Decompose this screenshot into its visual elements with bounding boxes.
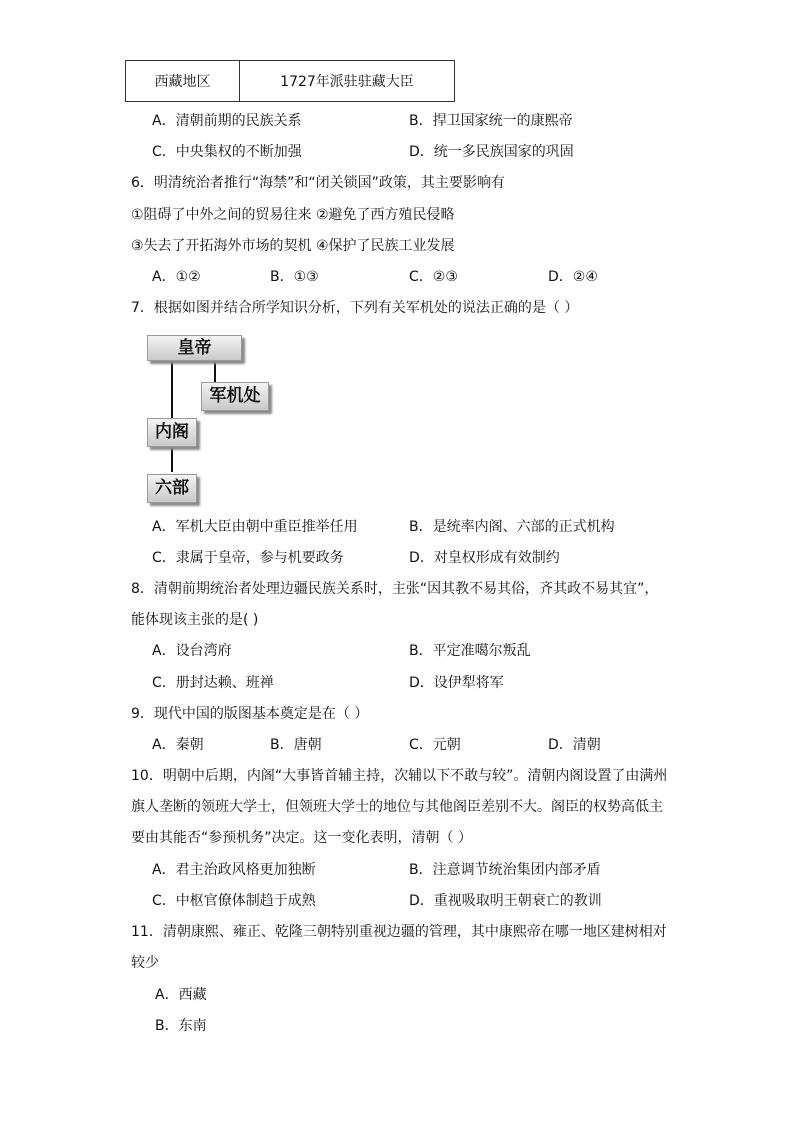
q10-option-c: C．中枢官僚体制趋于成熟 [152, 893, 316, 909]
liubu-box: 六部 [147, 474, 197, 503]
q5-option-c: C．中央集权的不断加强 [152, 144, 302, 160]
q5-option-d: D．统一多民族国家的巩固 [409, 144, 574, 160]
q9-option-c: C．元朝 [409, 737, 461, 753]
q6-statement-line2: ③失去了开拓海外市场的契机 ④保护了民族工业发展 [131, 238, 455, 254]
q6-option-b: B．①③ [270, 269, 319, 285]
q10-stem-line2: 旗人垄断的领班大学士，但领班大学士的地位与其他阁臣差别不大。阁臣的权势高低主 [131, 799, 663, 815]
q8-stem-line2: 能体现该主张的是( ) [131, 612, 259, 628]
connector-neige-liubu [171, 446, 173, 472]
q11-option-b: B．东南 [155, 1018, 207, 1034]
q9-option-d: D．清朝 [548, 737, 601, 753]
q6-stem: 6．明清统治者推行“海禁”和“闭关锁国”政策，其主要影响有 [131, 175, 505, 191]
q5-option-a: A．清朝前期的民族关系 [152, 113, 302, 129]
q11-stem-line2: 较少 [131, 955, 159, 971]
q8-option-b: B．平定准噶尔叛乱 [409, 643, 531, 659]
q10-option-b: B．注意调节统治集团内部矛盾 [409, 862, 601, 878]
q9-option-b: B．唐朝 [270, 737, 322, 753]
q7-option-b: B．是统率内阁、六部的正式机构 [409, 519, 615, 535]
q7-option-c: C．隶属于皇帝，参与机要政务 [152, 550, 344, 566]
q8-option-d: D．设伊犁将军 [409, 675, 504, 691]
q11-stem-line1: 11．清朝康熙、雍正、乾隆三朝特别重视边疆的管理，其中康熙帝在哪一地区建树相对 [131, 924, 667, 940]
q8-option-c: C．册封达赖、班禅 [152, 675, 274, 691]
table-cell-event: 1727年派驻驻藏大臣 [240, 61, 455, 102]
q7-option-a: A．军机大臣由朝中重臣推举任用 [152, 519, 358, 535]
region-table [125, 60, 455, 102]
q10-option-d: D．重视吸取明王朝衰亡的教训 [409, 893, 602, 909]
table-cell-region: 西藏地区 [126, 61, 240, 102]
q10-option-a: A．君主治政风格更加独断 [152, 862, 316, 878]
q7-option-d: D．对皇权形成有效制约 [409, 550, 560, 566]
q6-option-c: C．②③ [409, 269, 458, 285]
q10-stem-line3: 要由其能否“参预机务”决定。这一变化表明，清朝（ ） [131, 830, 472, 846]
q8-stem-line1: 8．清朝前期统治者处理边疆民族关系时，主张“因其教不易其俗，齐其政不易其宜”， [131, 581, 659, 597]
connector-emperor-junjichu [214, 359, 216, 382]
q9-option-a: A．秦朝 [152, 737, 204, 753]
q8-option-a: A．设台湾府 [152, 643, 232, 659]
q5-option-b: B．捍卫国家统一的康熙帝 [409, 113, 573, 129]
neige-box: 内阁 [147, 418, 197, 447]
q7-stem: 7．根据如图并结合所学知识分析，下列有关军机处的说法正确的是（ ） [131, 300, 579, 316]
junjichu-box: 军机处 [201, 382, 269, 411]
q11-option-a: A．西藏 [155, 987, 207, 1003]
q6-option-d: D．②④ [548, 269, 598, 285]
q9-stem: 9．现代中国的版图基本奠定是在（ ） [131, 706, 369, 722]
emperor-box: 皇帝 [147, 335, 242, 361]
q6-statement-line1: ①阻碍了中外之间的贸易往来 ②避免了西方殖民侵略 [131, 207, 455, 223]
q6-option-a: A．①② [152, 269, 201, 285]
q10-stem-line1: 10．明朝中后期，内阁“大事皆首辅主持，次辅以下不敢与较”。清朝内阁设置了由满州 [131, 768, 668, 784]
